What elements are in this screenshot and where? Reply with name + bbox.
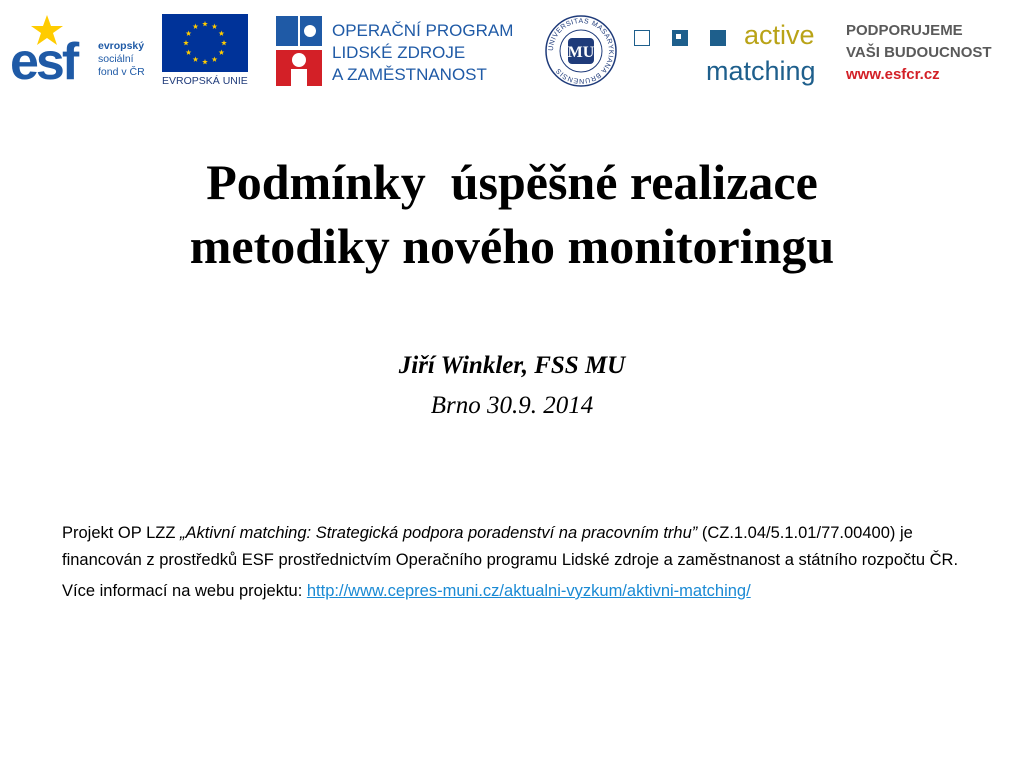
masaryk-university-seal [544, 14, 618, 88]
author: Jiří Winkler, FSS MU [398, 352, 626, 379]
mu-seal-icon [544, 14, 618, 88]
more-info-label: Více informací na webu projektu: [62, 582, 307, 600]
more-info-paragraph [62, 578, 972, 605]
pod-line1: PODPORUJEME [846, 22, 963, 39]
project-website-link[interactable]: http://www.cepres-muni.cz/aktualni-vyzkum/aktivni-matching/ [306, 582, 751, 600]
op-line2: LIDSKÉ ZDROJE [332, 43, 466, 62]
eu-flag-icon [162, 14, 248, 72]
esfcr-url: www.esfcr.cz [846, 66, 940, 83]
esf-logo [10, 14, 162, 91]
svg-text:MU: MU [567, 44, 595, 61]
esf-wordmark: esf [10, 33, 77, 91]
esf-line3: fond v ČR [98, 66, 145, 78]
logo-bar [0, 0, 1024, 100]
funding-paragraph [62, 520, 972, 574]
pod-line2: VAŠI BUDOUCNOST [846, 44, 992, 61]
matching-word: matching [706, 56, 816, 86]
funding-note [62, 520, 972, 605]
puzzle-person-icon [274, 14, 326, 88]
title-line-2: metodiky nového monitoringu [189, 218, 835, 274]
eu-label: EVROPSKÁ UNIE [162, 75, 248, 87]
funding-lead: Projekt OP LZZ [62, 524, 180, 542]
funding-rest: (CZ.1.04/5.1.01/77.00400) je financován z prostředků ESF prostřednictvím Operačního programu Lidské zdroje a zaměstnanost a státního rozpočtu ČR. [62, 524, 959, 569]
op-line3: A ZAMĚSTNANOST [332, 65, 487, 84]
esf-line1: evropský [98, 40, 145, 52]
eu-logo [162, 14, 248, 88]
project-name: „Aktivní matching: Strategická podpora poradenství na pracovním trhu” [179, 524, 698, 542]
place-date: Brno 30.9. 2014 [430, 392, 594, 419]
esf-subtitle [98, 40, 145, 79]
esf-line2: sociální [98, 53, 134, 65]
podporujeme-logo [846, 20, 1024, 90]
op-lzz-logo [274, 14, 529, 90]
svg-text:UNIVERSITAS MASARYKIANA BRUNEN: UNIVERSITAS MASARYKIANA BRUNENSIS [547, 17, 615, 85]
op-line1: OPERAČNÍ PROGRAM [332, 21, 514, 40]
slide-title [0, 150, 1024, 278]
op-lzz-text [332, 20, 513, 86]
title-line-1: Podmínky úspěšné realizace [206, 154, 818, 210]
active-word: active [744, 20, 815, 50]
squares-icon [634, 30, 734, 48]
active-matching-logo [630, 18, 830, 88]
